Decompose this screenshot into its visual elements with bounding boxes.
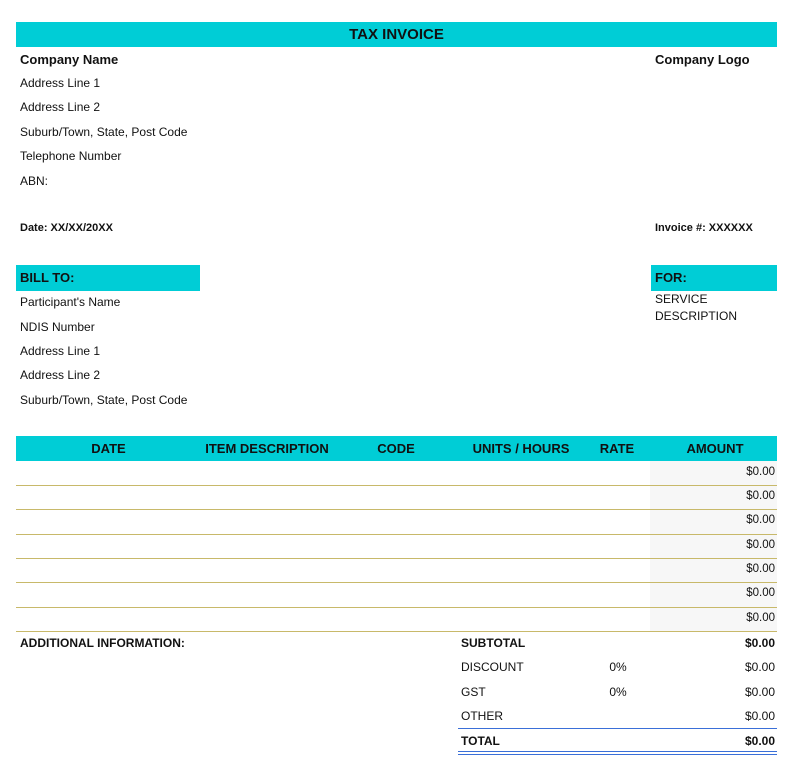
for-service-line: SERVICE xyxy=(655,292,708,306)
row-divider xyxy=(16,582,777,583)
col-header-code: CODE xyxy=(377,441,415,456)
bill-to-suburb-line: Suburb/Town, State, Post Code xyxy=(20,393,188,407)
col-header-amount: AMOUNT xyxy=(686,441,744,456)
bill-to-address-line-2: Address Line 2 xyxy=(20,368,101,382)
col-header-date: DATE xyxy=(91,441,126,456)
row-amount: $0.00 xyxy=(746,539,775,551)
company-name: Company Name xyxy=(20,52,119,67)
gst-label: GST xyxy=(461,685,486,699)
total-top-rule xyxy=(458,728,777,729)
invoice-number: Invoice #: XXXXXX xyxy=(655,222,753,234)
bill-to-header: BILL TO: xyxy=(16,265,200,291)
discount-label: DISCOUNT xyxy=(461,660,524,674)
additional-information-label: ADDITIONAL INFORMATION: xyxy=(20,636,185,650)
company-address-line-1: Address Line 1 xyxy=(20,76,101,90)
total-label: TOTAL xyxy=(461,734,500,748)
gst-value: $0.00 xyxy=(744,685,775,699)
col-header-rate: RATE xyxy=(599,441,635,456)
for-description-line: DESCRIPTION xyxy=(655,309,738,323)
row-divider xyxy=(16,607,777,608)
gst-percent: 0% xyxy=(609,685,627,699)
row-amount: $0.00 xyxy=(746,490,775,502)
other-value: $0.00 xyxy=(744,709,775,723)
col-header-item-description: ITEM DESCRIPTION xyxy=(205,441,329,456)
total-value: $0.00 xyxy=(744,734,775,748)
company-abn: ABN: xyxy=(20,174,49,188)
row-amount: $0.00 xyxy=(746,466,775,478)
row-amount: $0.00 xyxy=(746,587,775,599)
other-label: OTHER xyxy=(461,709,503,723)
row-divider xyxy=(16,631,777,632)
bill-to-ndis-number: NDIS Number xyxy=(20,320,95,334)
col-header-units-hours: UNITS / HOURS xyxy=(472,441,570,456)
company-suburb-line: Suburb/Town, State, Post Code xyxy=(20,125,188,139)
invoice-title: TAX INVOICE xyxy=(16,22,777,47)
row-amount: $0.00 xyxy=(746,514,775,526)
subtotal-label: SUBTOTAL xyxy=(461,636,526,650)
items-table-header xyxy=(16,436,777,461)
row-amount: $0.00 xyxy=(746,612,775,624)
discount-percent: 0% xyxy=(609,660,627,674)
invoice-date: Date: XX/XX/20XX xyxy=(20,222,113,234)
row-divider xyxy=(16,534,777,535)
row-divider xyxy=(16,485,777,486)
discount-value: $0.00 xyxy=(744,660,775,674)
total-double-rule-1 xyxy=(458,751,777,752)
row-amount: $0.00 xyxy=(746,563,775,575)
subtotal-value: $0.00 xyxy=(744,636,775,650)
row-divider xyxy=(16,509,777,510)
company-logo: Company Logo xyxy=(655,52,750,67)
total-double-rule-2 xyxy=(458,754,777,755)
for-header: FOR: xyxy=(651,265,777,291)
company-telephone: Telephone Number xyxy=(20,149,122,163)
row-divider xyxy=(16,558,777,559)
bill-to-participant-name: Participant's Name xyxy=(20,295,121,309)
bill-to-address-line-1: Address Line 1 xyxy=(20,344,101,358)
company-address-line-2: Address Line 2 xyxy=(20,100,101,114)
